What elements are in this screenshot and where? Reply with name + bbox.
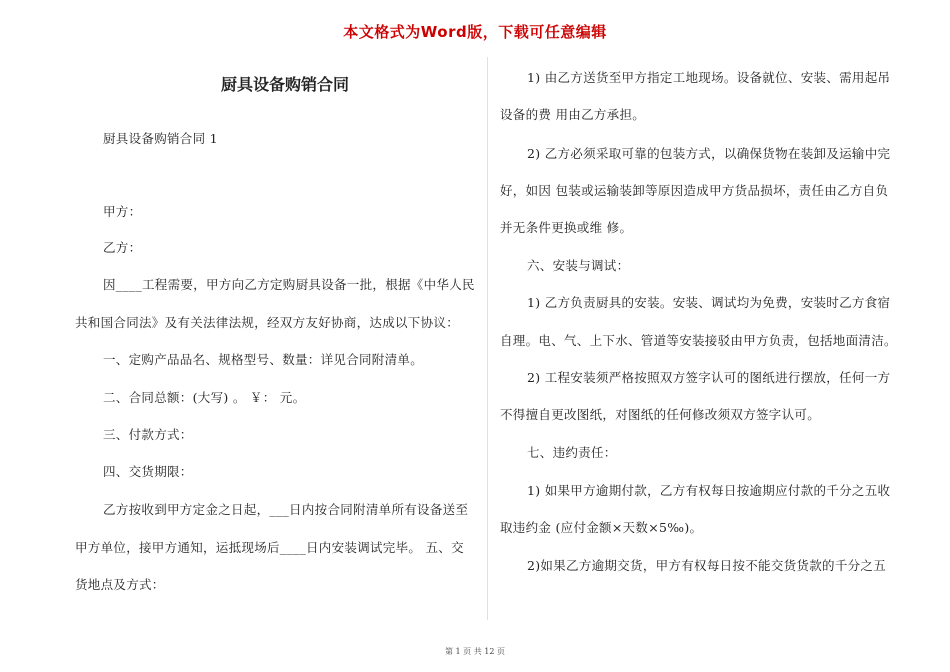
right-line: 1) 乙方负责厨具的安装。安装、调试均为免费，安装时乙方食宿 (527, 295, 891, 310)
document-title: 厨具设备购销合同 (220, 75, 349, 94)
format-notice-banner: 本文格式为Word版，下载可任意编辑 (343, 23, 607, 41)
column-divider (487, 57, 488, 620)
right-line: 不得擅自更改图纸，对图纸的任何修改须双方签字认可。 (500, 407, 821, 422)
left-line: 乙方按收到甲方定金之日起，___日内按合同附清单所有设备送至 (103, 502, 469, 517)
right-line: 2)如果乙方逾期交货，甲方有权每日按不能交货货款的千分之五 (527, 558, 887, 573)
left-line: 三、付款方式： (103, 427, 193, 442)
left-line: 四、交货期限： (103, 464, 193, 479)
right-line: 六、安装与调试： (527, 258, 630, 273)
right-line: 好，如因 包装或运输装卸等原因造成甲方货品损坏，责任由乙方自负 (500, 183, 889, 198)
right-line: 设备的费 用由乙方承担。 (500, 107, 646, 122)
right-line: 自理。电、气、上下水、管道等安装接驳由甲方负责，包括地面清洁。 (500, 333, 897, 348)
left-line: 甲方： (103, 204, 142, 219)
right-line: 七、违约责任： (527, 445, 617, 460)
right-line: 取违约金 (应付金额×天数×5‰)。 (500, 520, 703, 535)
right-line: 1) 如果甲方逾期付款，乙方有权每日按逾期应付款的千分之五收 (527, 483, 891, 498)
left-line: 货地点及方式： (75, 577, 165, 592)
right-line: 1) 由乙方送货至甲方指定工地现场。设备就位、安装、需用起吊 (527, 70, 891, 85)
left-line: 二、合同总额：(大写) 。 ￥： 元。 (103, 390, 306, 405)
left-line: 一、定购产品品名、规格型号、数量：详见合同附清单。 (103, 352, 424, 367)
right-line: 2) 工程安装须严格按照双方签字认可的图纸进行摆放，任何一方 (527, 370, 891, 385)
left-line: 甲方单位，接甲方通知，运抵现场后____日内安装调试完毕。 五、交 (75, 540, 464, 555)
left-line: 乙方： (103, 240, 142, 255)
left-line: 共和国合同法》及有关法律法规，经双方友好协商，达成以下协议： (75, 315, 460, 330)
right-line: 2) 乙方必须采取可靠的包装方式，以确保货物在装卸及运输中完 (527, 146, 891, 161)
page-number-footer: 第 1 页 共 12 页 (445, 647, 505, 656)
left-line: 因____工程需要，甲方向乙方定购厨具设备一批，根据《中华人民 (103, 277, 475, 292)
right-line: 并无条件更换或维 修。 (500, 220, 633, 235)
left-line: 厨具设备购销合同 1 (103, 131, 218, 146)
